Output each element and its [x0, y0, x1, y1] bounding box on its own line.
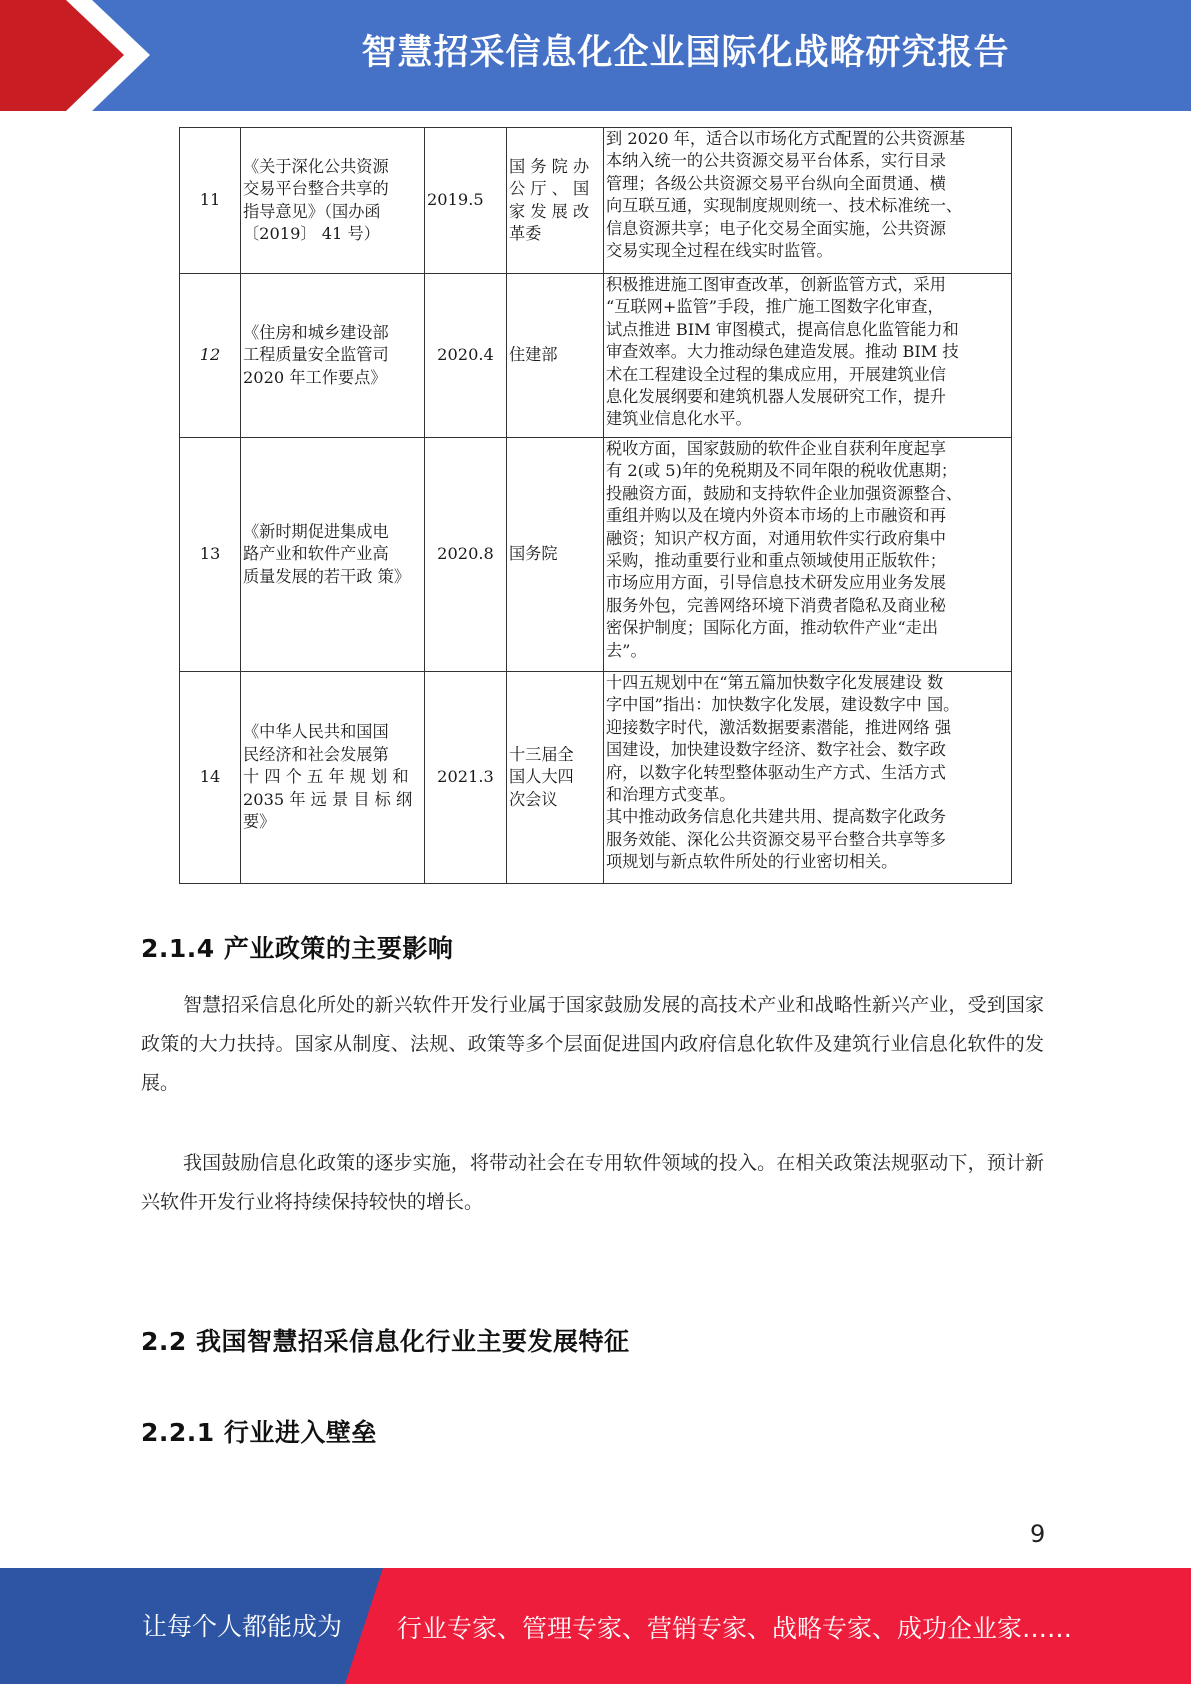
policy-name-line: 《关于深化公共资源: [243, 156, 389, 176]
content-line: 试点推进 BIM 审图模式，提高信息化监管能力和: [606, 319, 959, 339]
content-line: 本纳入统一的公共资源交易平台体系，实行目录: [606, 151, 946, 171]
report-title: 智慧招采信息化企业国际化战略研究报告: [361, 33, 1010, 73]
content-line: 信息资源共享；电子化交易全面实施，公共资源: [606, 218, 946, 238]
content-line: 息化发展纲要和建筑机器人发展研究工作，提升: [606, 387, 946, 407]
policy-content: [604, 128, 1012, 274]
content-line: 府，以数字化转型整体驱动生产方式、生活方式: [606, 762, 946, 782]
paragraph: 智慧招采信息化所处的新兴软件开发行业属于国家鼓励发展的高技术产业和战略性新兴产业，受到国家政策的大力扶持。国家从制度、法规、政策等多个层面促进国内政府信息化软件及建筑行业信息化软件的发展。: [141, 994, 1044, 1094]
content-line: 和治理方式变革。: [606, 785, 736, 805]
org-line: 国人大四: [509, 767, 574, 787]
policy-name-line: 交易平台整合共享的: [243, 179, 389, 199]
content-line: 融资；知识产权方面，对通用软件实行政府集中: [606, 528, 946, 548]
content-line: 到 2020 年，适合以市场化方式配置的公共资源基: [606, 129, 966, 148]
policy-name-line: 指导意见》（国办函: [243, 201, 381, 221]
page-header: [0, 0, 1191, 111]
org-line: 公 厅 、 国: [509, 179, 590, 199]
issuing-org: [507, 672, 604, 884]
policy-name-line: 民经济和社会发展第: [243, 744, 389, 764]
issue-date: 2020.8: [425, 438, 507, 672]
org-line: 国 务 院 办: [509, 156, 590, 176]
row-number: 11: [180, 128, 241, 274]
table-row: [180, 128, 1012, 274]
content-line: 重组并购以及在境内外资本市场的上市融资和再: [606, 506, 946, 526]
policy-name-line: 2020 年工作要点》: [243, 367, 387, 387]
policy-name-line: 《中华人民共和国国: [243, 722, 389, 742]
content-line: 密保护制度；国际化方面，推动软件产业“走出: [606, 618, 939, 638]
policy-name-line: 《新时期促进集成电: [243, 521, 389, 541]
section-heading-2-2-1: 2.2.1 行业进入壁垒: [141, 1418, 377, 1447]
policy-name: [241, 438, 425, 672]
content-line: 迎接数字时代，激活数据要素潜能，推进网络 强: [606, 717, 952, 737]
issuing-org: [507, 274, 604, 438]
page-number: 9: [1030, 1520, 1046, 1548]
content-line: 采购，推动重要行业和重点领域使用正版软件；: [606, 551, 946, 571]
policy-name-line: 《住房和城乡建设部: [243, 322, 389, 342]
table-row: [180, 274, 1012, 438]
content-line: 项规划与新点软件所处的行业密切相关。: [606, 852, 898, 872]
policy-name-line: 质量发展的若干政 策》: [243, 566, 411, 586]
footer-slogan-right: 行业专家、管理专家、营销专家、战略专家、成功企业家……: [397, 1614, 1073, 1643]
content-line: “互联网+监管”手段，推广施工图数字化审查，: [606, 297, 944, 317]
content-line: 交易实现全过程在线实时监管。: [606, 241, 833, 261]
issue-date: 2019.5: [425, 128, 507, 274]
policy-content: [604, 274, 1012, 438]
policy-name-line: 工程质量安全监管司: [243, 345, 389, 365]
content-line: 服务效能、深化公共资源交易平台整合共享等多: [606, 829, 946, 849]
content-line: 有 2(或 5)年的免税期及不同年限的税收优惠期；: [606, 461, 958, 481]
issuing-org: [507, 438, 604, 672]
org-line: 住建部: [509, 345, 558, 365]
policy-table: [179, 127, 1012, 884]
policy-name-line: 路产业和软件产业高: [243, 544, 389, 564]
content-line: 税收方面，国家鼓励的软件企业自获利年度起享: [606, 439, 946, 458]
policy-name: [241, 274, 425, 438]
content-line: 字中国”指出：加快数字化发展，建设数字中 国。: [606, 695, 960, 715]
content-line: 十四五规划中在“第五篇加快数字化发展建设 数: [606, 673, 944, 692]
table-row: [180, 438, 1012, 672]
org-line: 革委: [509, 223, 542, 243]
row-number: 14: [180, 672, 241, 884]
footer-slogan-left: 让每个人都能成为: [142, 1612, 343, 1641]
content-line: 管理；各级公共资源交易平台纵向全面贯通、横: [606, 173, 946, 193]
content-line: 向互联互通，实现制度规则统一、技术标准统一、: [606, 196, 963, 216]
content-line: 审查效率。大力推动绿色建造发展。推动 BIM 技: [606, 342, 959, 362]
content-line: 市场应用方面，引导信息技术研发应用业务发展: [606, 573, 946, 593]
policy-content: [604, 672, 1012, 884]
content-line: 去”。: [606, 640, 647, 660]
content-line: 建筑业信息化水平。: [606, 409, 752, 429]
row-number: 13: [180, 438, 241, 672]
policy-name: [241, 128, 425, 274]
content-line: 其中推动政务信息化共建共用、提高数字化政务: [606, 807, 946, 827]
page-footer: [0, 1568, 1191, 1684]
issue-date: 2020.4: [425, 274, 507, 438]
content-line: 服务外包，完善网络环境下消费者隐私及商业秘: [606, 595, 946, 615]
policy-name-line: 十 四 个 五 年 规 划 和: [243, 767, 409, 787]
org-line: 国务院: [509, 544, 558, 564]
content-line: 积极推进施工图审查改革，创新监管方式，采用: [606, 275, 946, 294]
org-line: 十三届全: [509, 744, 574, 764]
content-line: 术在工程建设全过程的集成应用，开展建筑业信: [606, 364, 946, 384]
row-number: [180, 274, 241, 438]
policy-name-line: 〔2019〕 41 号）: [243, 223, 380, 243]
paragraph: 我国鼓励信息化政策的逐步实施，将带动社会在专用软件领域的投入。在相关政策法规驱动下，预计新兴软件开发行业将持续保持较快的增长。: [141, 1152, 1044, 1213]
policy-name-line: 2035 年 远 景 目 标 纲: [243, 789, 413, 809]
row-number-text: 12: [199, 345, 221, 365]
policy-content: [604, 438, 1012, 672]
policy-name-line: 要》: [243, 812, 276, 832]
content-line: 国建设，加快建设数字经济、数字社会、数字政: [606, 740, 946, 760]
issue-date: 2021.3: [425, 672, 507, 884]
content-line: 投融资方面，鼓励和支持软件企业加强资源整合、: [606, 483, 963, 503]
org-line: 家 发 展 改: [509, 201, 590, 221]
policy-name: [241, 672, 425, 884]
section-heading-2-1-4: 2.1.4 产业政策的主要影响: [141, 934, 454, 963]
section-heading-2-2: 2.2 我国智慧招采信息化行业主要发展特征: [141, 1327, 630, 1356]
org-line: 次会议: [509, 789, 558, 809]
issuing-org: [507, 128, 604, 274]
table-row: [180, 672, 1012, 884]
